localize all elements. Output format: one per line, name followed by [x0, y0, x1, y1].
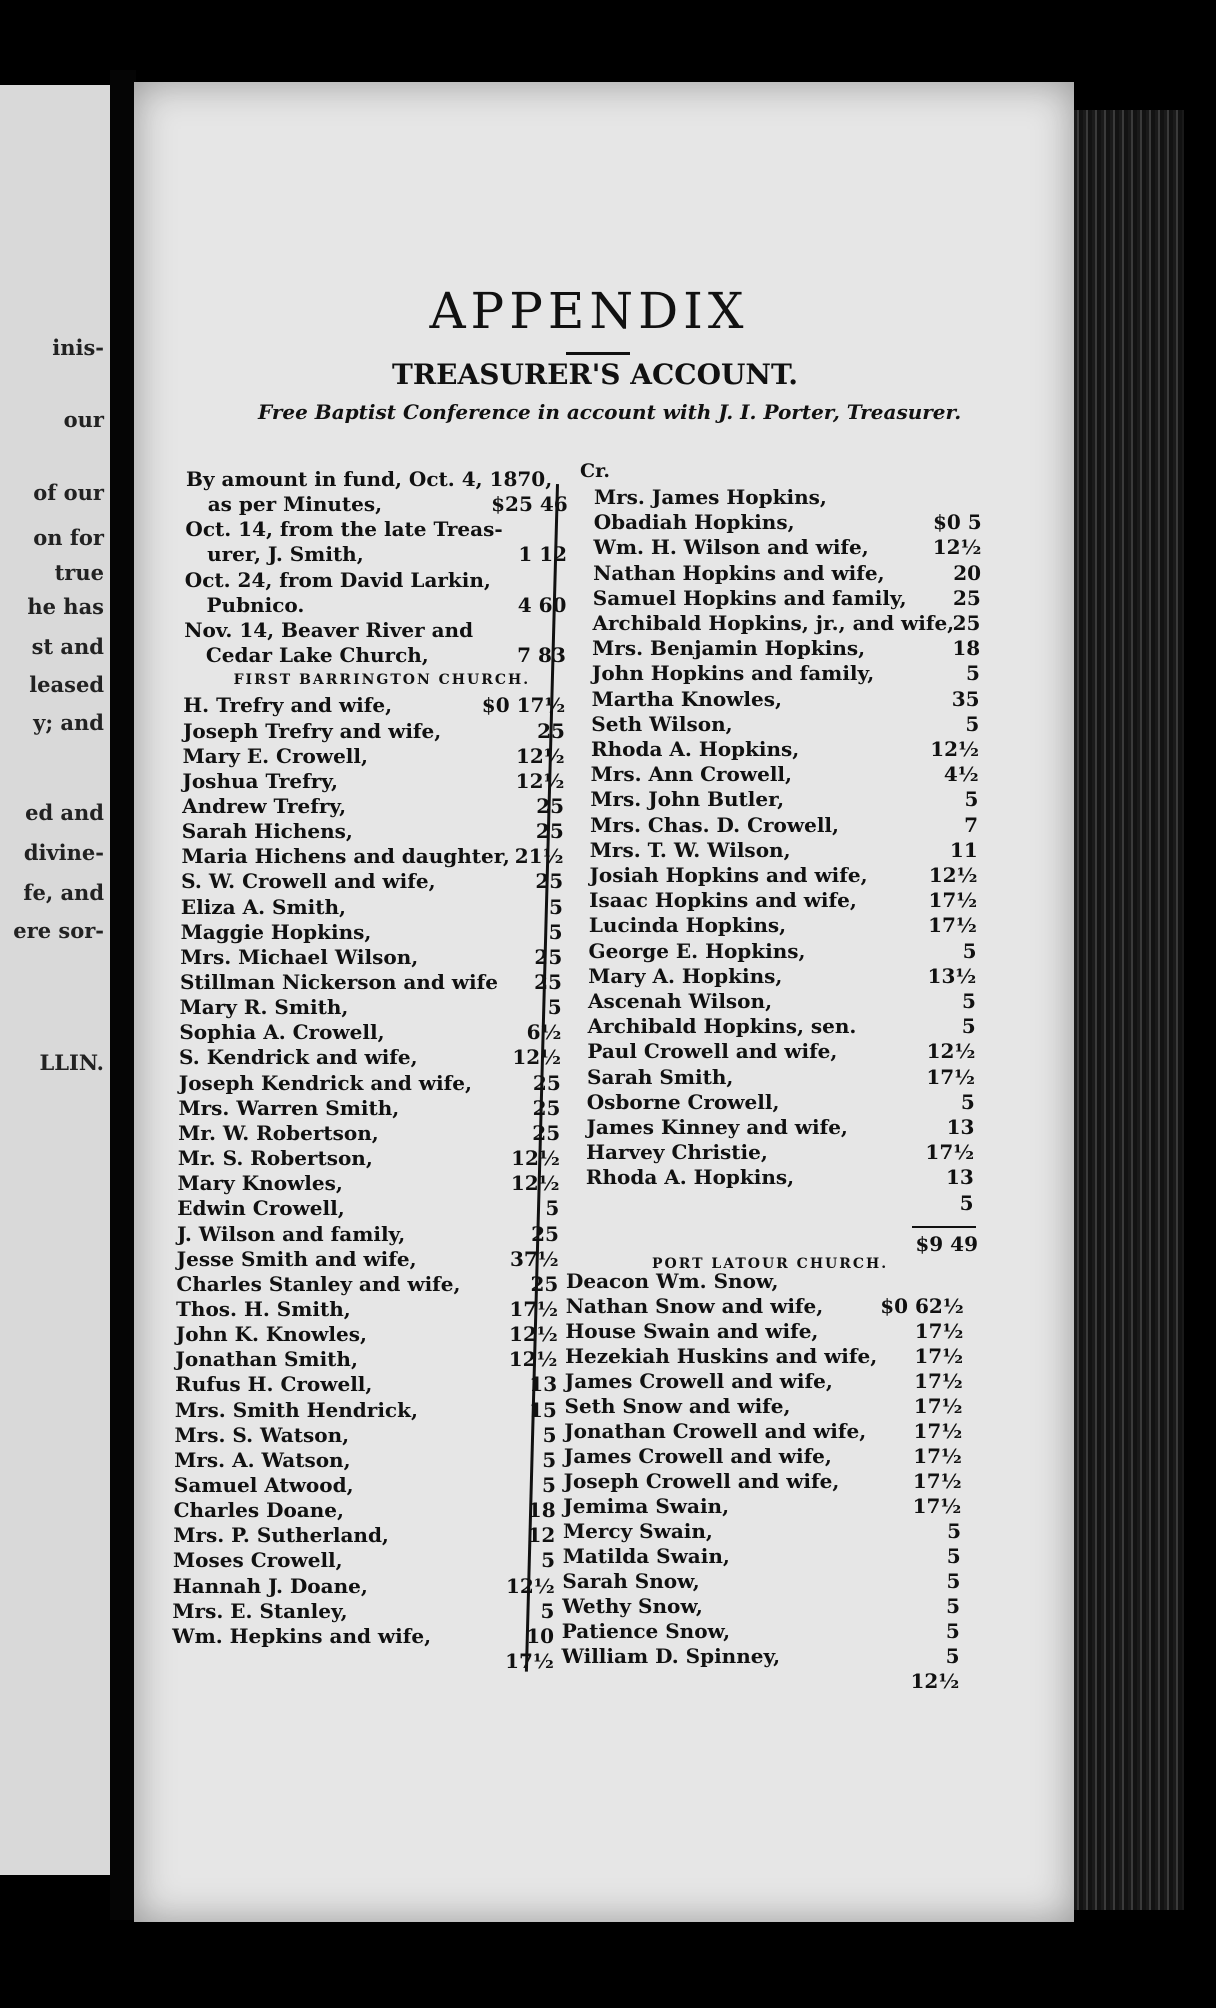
entry-name: Rhoda A. Hopkins, [585, 1165, 795, 1190]
list-item [589, 862, 977, 888]
list-item [186, 466, 568, 492]
list-item [178, 1120, 560, 1146]
list-item [181, 843, 563, 869]
entry-name: Rufus H. Crowell, [175, 1372, 373, 1397]
list-item [175, 1346, 557, 1372]
list-item [176, 1271, 558, 1297]
entry-amount: 13 [946, 1115, 975, 1139]
entry-amount: 5 [540, 1598, 555, 1623]
entry-amount: 5 [545, 1196, 560, 1221]
list-item [179, 1019, 561, 1045]
list-item [564, 1443, 962, 1469]
entry-name: Andrew Trefry, [182, 793, 347, 818]
entry-amount: 5 [547, 995, 562, 1020]
entry-name: Wm. Hepkins and wife, [172, 1623, 432, 1648]
entry-name: Nathan Hopkins and wife, [593, 560, 885, 585]
entry-name: Charles Doane, [173, 1498, 344, 1523]
entry-amount: 12 [527, 1523, 556, 1548]
list-item [565, 1318, 963, 1344]
entry-name: William D. Spinney, [561, 1644, 781, 1668]
entry-name: Rhoda A. Hopkins, [590, 737, 800, 761]
entry-name: Mercy Swain, [563, 1519, 713, 1543]
entry-amount: 12½ [515, 743, 565, 768]
entry-amount: 10 [526, 1623, 555, 1648]
list-item [594, 509, 982, 535]
entry-name: Stillman Nickerson and wife [179, 970, 498, 994]
list-item [593, 560, 981, 586]
title-rule [566, 352, 630, 355]
list-item [591, 761, 979, 787]
entry-amount: 5 [962, 989, 976, 1013]
list-item [564, 1468, 962, 1494]
entry-name: Paul Crowell and wife, [587, 1039, 838, 1064]
entry-amount: 15 [528, 1397, 557, 1422]
entry-name: Hezekiah Huskins and wife, [565, 1344, 878, 1368]
list-item [182, 768, 564, 794]
entry-name: Mrs. Chas. D. Crowell, [590, 812, 839, 837]
list-item [181, 868, 563, 894]
left-page-text: true [54, 560, 104, 585]
list-item [184, 642, 566, 668]
list-item [588, 963, 976, 989]
entry-amount: 1 12 [518, 542, 568, 567]
entry-amount: $0 17½ [481, 693, 566, 718]
entry-name: Mrs. P. Sutherland, [173, 1523, 389, 1548]
list-item [566, 1293, 964, 1319]
entry-amount: 17½ [509, 1296, 559, 1321]
entry-amount: 12½ [512, 1045, 562, 1070]
list-item [181, 894, 563, 920]
entry-name: Mrs. James Hopkins, [594, 485, 827, 509]
entry-amount: 25 [532, 1070, 561, 1095]
list-item [590, 837, 978, 863]
entry-name: Oct. 14, from the late Treas- [185, 517, 503, 542]
left-page-text: ere sor- [13, 918, 104, 943]
list-item [181, 919, 563, 945]
entry-amount: 17½ [913, 1394, 963, 1418]
entry-amount: 17½ [928, 913, 977, 938]
port-latour-heading: PORT LATOUR CHURCH. [652, 1256, 889, 1272]
list-item [565, 1343, 963, 1369]
list-item [594, 484, 982, 510]
list-item [586, 1190, 974, 1216]
left-page-text: y; and [33, 710, 104, 735]
list-item [178, 1170, 560, 1196]
entry-name: Cedar Lake Church, [205, 643, 429, 668]
entry-name: Joshua Trefry, [182, 768, 338, 793]
list-item [562, 1643, 960, 1669]
entry-amount: 7 83 [517, 643, 566, 668]
sum-rule [912, 1226, 976, 1228]
left-page-text: leased [29, 672, 104, 697]
list-item [173, 1522, 555, 1548]
entry-amount: 25 [530, 1271, 559, 1296]
left-page-fragment [0, 85, 110, 1875]
list-item [562, 1593, 960, 1619]
entry-amount: 20 [953, 560, 982, 585]
list-item [589, 938, 977, 964]
left-page-text: on for [33, 525, 104, 550]
entry-amount: 17½ [925, 1140, 975, 1165]
entry-amount: 12½ [930, 737, 979, 761]
entry-amount: 25 [952, 611, 981, 635]
entry-amount: 4½ [943, 762, 979, 787]
entry-amount: 5 [959, 1190, 974, 1215]
entry-name: Wm. H. Wilson and wife, [593, 535, 869, 560]
entry-name: Mary E. Crowell, [182, 743, 368, 768]
list-item [178, 1145, 560, 1171]
left-page-text: divine- [23, 840, 104, 865]
entry-name: Jemima Swain, [563, 1494, 730, 1518]
list-item [590, 812, 978, 838]
list-item [588, 1013, 976, 1039]
list-item [592, 686, 980, 712]
list-item [186, 491, 568, 517]
list-item [180, 994, 562, 1020]
entry-name: By amount in fund, Oct. 4, 1870, [186, 467, 553, 491]
entry-name: Eliza A. Smith, [180, 894, 346, 919]
entry-name: Mrs. Benjamin Hopkins, [592, 636, 866, 661]
list-item [563, 1493, 961, 1519]
entry-amount: 11 [949, 837, 978, 862]
entry-name: Samuel Atwood, [173, 1473, 354, 1497]
list-item [184, 617, 566, 643]
list-item [183, 718, 565, 744]
list-item [172, 1648, 554, 1674]
entry-amount: 37½ [509, 1246, 559, 1271]
list-item [588, 988, 976, 1014]
entry-amount: $0 62½ [880, 1294, 964, 1318]
list-item [590, 786, 978, 812]
entry-name: H. Trefry and wife, [183, 693, 393, 718]
entry-amount: 17½ [912, 1494, 962, 1518]
list-item [593, 534, 981, 560]
list-item [565, 1393, 963, 1419]
list-item [562, 1618, 960, 1644]
entry-name: urer, J. Smith, [207, 542, 364, 567]
entry-name: Patience Snow, [561, 1619, 731, 1643]
entry-name: Sophia A. Crowell, [179, 1020, 385, 1045]
section-heading: FIRST BARRINGTON CHURCH. [233, 672, 531, 689]
left-page-text: of our [33, 480, 104, 505]
entry-name: Oct. 24, from David Larkin, [184, 567, 491, 592]
entry-name: Jesse Smith and wife, [176, 1246, 417, 1271]
entry-name: Sarah Snow, [562, 1569, 700, 1593]
entry-name: S. Kendrick and wife, [179, 1045, 418, 1070]
page-subtitle: TREASURER'S ACCOUNT. [392, 358, 798, 391]
entry-name: Sarah Smith, [587, 1064, 734, 1089]
list-item [183, 743, 565, 769]
list-item [561, 1668, 959, 1694]
entry-name: Joseph Trefry and wife, [182, 718, 442, 743]
entry-amount: 5 [541, 1548, 556, 1573]
entry-amount: 17½ [505, 1649, 554, 1674]
list-item [564, 1418, 962, 1444]
list-item [175, 1371, 557, 1397]
list-item [177, 1195, 559, 1221]
entry-amount: 5 [960, 1089, 975, 1114]
entry-amount: 25 [534, 970, 562, 994]
list-item [592, 635, 980, 661]
left-page-text: st and [31, 634, 104, 659]
left-page-text: our [63, 407, 104, 432]
entry-amount: 12½ [508, 1347, 558, 1372]
entry-amount: 12½ [926, 1039, 976, 1064]
entry-amount: 12½ [910, 1669, 960, 1693]
entry-name: Mrs. John Butler, [590, 787, 785, 812]
entry-amount: 12½ [515, 768, 565, 793]
list-item [173, 1547, 555, 1573]
left-page-text: ed and [25, 800, 104, 825]
entry-name: Moses Crowell, [173, 1548, 343, 1573]
list-item [185, 516, 567, 542]
entry-name: Mrs. T. W. Wilson, [589, 837, 791, 862]
entry-amount: 17½ [928, 888, 978, 913]
list-item [593, 585, 981, 611]
entry-name: Mrs. S. Watson, [174, 1422, 350, 1447]
entry-name: James Crowell and wife, [564, 1369, 833, 1393]
entry-amount: 5 [945, 1644, 960, 1668]
list-item [183, 692, 565, 718]
list-item [563, 1518, 961, 1544]
entry-amount: 5 [962, 938, 977, 963]
entry-name: Lucinda Hopkins, [588, 913, 787, 938]
list-item [589, 887, 977, 913]
list-item [185, 567, 567, 593]
entry-amount: 25 [531, 1221, 559, 1246]
entry-name: James Crowell and wife, [563, 1444, 832, 1468]
entry-name: Ascenah Wilson, [587, 989, 773, 1013]
entry-name: Edwin Crowell, [177, 1196, 345, 1221]
entry-name: Jonathan Smith, [175, 1347, 358, 1372]
list-item [562, 1568, 960, 1594]
list-item [173, 1573, 555, 1599]
entry-name: Martha Knowles, [591, 686, 782, 711]
entry-name: Harvey Christie, [586, 1140, 768, 1165]
entry-amount: 5 [548, 919, 563, 944]
entry-amount: 5 [964, 787, 979, 812]
page-title: APPENDIX [429, 282, 749, 340]
page-edges [1074, 110, 1184, 1910]
entry-name: Archibald Hopkins, sen. [587, 1014, 857, 1039]
entry-amount: 5 [961, 1014, 976, 1039]
entry-name: Obadiah Hopkins, [593, 510, 795, 535]
entry-name: Isaac Hopkins and wife, [589, 888, 857, 913]
entry-amount: 17½ [913, 1419, 963, 1443]
list-item [177, 1221, 559, 1247]
entry-amount: 5 [965, 661, 980, 686]
list-item [586, 1164, 974, 1190]
entry-amount: 5 [946, 1569, 961, 1593]
entry-amount: 21½ [514, 844, 564, 869]
entry-name: Mrs. Ann Crowell, [590, 762, 792, 787]
left-page-text: he has [27, 594, 104, 619]
list-item [587, 1038, 975, 1064]
entry-name: Maggie Hopkins, [180, 919, 372, 944]
entry-name: Samuel Hopkins and family, [592, 585, 907, 610]
list-item [587, 1089, 975, 1115]
entry-name: Josiah Hopkins and wife, [589, 863, 868, 887]
list-item [178, 1095, 560, 1121]
list-item [591, 711, 979, 737]
entry-name: Mary R. Smith, [179, 995, 349, 1020]
list-item [172, 1623, 554, 1649]
entry-name: James Kinney and wife, [586, 1115, 848, 1139]
list-item [185, 541, 567, 567]
left-page-text: LLIN. [39, 1050, 104, 1075]
list-item [586, 1114, 974, 1140]
entry-amount: 18 [952, 636, 981, 661]
entry-amount: 17½ [914, 1369, 963, 1393]
list-item [174, 1447, 556, 1473]
list-item [182, 818, 564, 844]
entry-amount: 17½ [914, 1319, 964, 1343]
list-item [174, 1472, 556, 1498]
entry-amount: 25 [535, 869, 564, 894]
list-item [184, 667, 566, 693]
entry-amount: 25 [536, 793, 565, 818]
list-item [565, 1368, 963, 1394]
list-item [179, 1044, 561, 1070]
entry-amount: 25 [952, 585, 981, 610]
entry-amount: 17½ [912, 1469, 962, 1493]
entry-name: Mr. W. Robertson, [178, 1120, 379, 1145]
entry-name: Seth Snow and wife, [564, 1394, 791, 1418]
list-item [587, 1064, 975, 1090]
entry-amount: 12½ [509, 1322, 558, 1347]
left-page-text: inis- [52, 335, 104, 360]
entry-amount: 13 [529, 1372, 558, 1397]
entry-name: Deacon Wm. Snow, [566, 1269, 779, 1293]
entry-amount: 5 [542, 1447, 557, 1472]
entry-name: Hannah J. Doane, [172, 1573, 368, 1598]
entry-name: Joseph Kendrick and wife, [178, 1070, 472, 1095]
entry-name: Nov. 14, Beaver River and [184, 617, 474, 642]
entry-name: Matilda Swain, [562, 1544, 730, 1568]
entry-name: George E. Hopkins, [588, 938, 806, 963]
entry-name: Jonathan Crowell and wife, [564, 1419, 867, 1443]
entry-name: Seth Wilson, [591, 711, 733, 736]
list-item [591, 736, 979, 762]
entry-name: Joseph Crowell and wife, [563, 1469, 840, 1493]
entry-name: Archibald Hopkins, jr., and wife, [592, 611, 955, 635]
entry-amount: 12½ [932, 535, 982, 560]
entry-amount: 5 [945, 1619, 960, 1643]
list-item [184, 592, 566, 618]
entry-name: Charles Stanley and wife, [176, 1271, 461, 1296]
entry-name: John K. Knowles, [175, 1322, 367, 1347]
list-item [175, 1397, 557, 1423]
entry-amount: 35 [951, 686, 980, 711]
credit-label: Cr. [580, 460, 611, 482]
entry-amount: 5 [946, 1544, 961, 1568]
list-item [182, 793, 564, 819]
entry-name: Mrs. Warren Smith, [178, 1095, 400, 1120]
entry-name: Wethy Snow, [562, 1594, 703, 1618]
entry-name: Mrs. Michael Wilson, [180, 944, 419, 969]
list-item [177, 1246, 559, 1272]
book-gutter [110, 70, 136, 1920]
entry-name: Sarah Hichens, [181, 819, 353, 844]
list-item [180, 944, 562, 970]
entry-amount: 7 [964, 812, 979, 837]
entry-amount: 13 [945, 1165, 974, 1190]
left-page-text: fe, and [23, 880, 104, 905]
entry-amount: 18 [527, 1498, 556, 1523]
entry-name: S. W. Crowell and wife, [181, 869, 436, 894]
entry-amount: 25 [534, 944, 563, 969]
entry-amount: 5 [542, 1422, 557, 1447]
entry-name: Maria Hichens and daughter, [181, 844, 510, 869]
entry-amount: 12½ [506, 1573, 555, 1598]
entry-name: Nathan Snow and wife, [565, 1294, 824, 1318]
entry-amount: 12½ [511, 1146, 560, 1171]
entry-amount: 5 [542, 1473, 556, 1497]
entry-name: John Hopkins and family, [591, 661, 875, 686]
entry-amount: 17½ [914, 1344, 964, 1368]
entry-amount: 5 [965, 711, 980, 736]
entry-amount: 25 [532, 1120, 561, 1145]
entry-name: Thos. H. Smith, [176, 1296, 351, 1321]
entry-amount: 17½ [926, 1064, 976, 1089]
entry-amount: 25 [532, 1095, 561, 1120]
list-item [586, 1139, 974, 1165]
list-item [592, 660, 980, 686]
entry-name: Mrs. E. Stanley, [172, 1598, 348, 1623]
entry-amount: 5 [947, 1519, 961, 1543]
list-item [566, 1268, 964, 1294]
entry-name: Osborne Crowell, [586, 1089, 780, 1114]
entry-name: Pubnico. [206, 592, 305, 617]
entry-name: Mary A. Hopkins, [588, 963, 783, 988]
list-item [179, 1070, 561, 1096]
right-total: $9 49 [915, 1232, 978, 1256]
entry-name: Mrs. Smith Hendrick, [174, 1397, 418, 1422]
list-item [172, 1598, 554, 1624]
entry-name: Mr. S. Robertson, [177, 1146, 373, 1171]
list-item [175, 1422, 557, 1448]
list-item [589, 912, 977, 938]
entry-amount: $0 5 [932, 510, 982, 535]
entry-amount: 4 60 [517, 592, 567, 617]
list-item [180, 969, 562, 995]
entry-name: Mary Knowles, [177, 1171, 343, 1196]
entry-amount: 12½ [928, 863, 978, 887]
entry-name: J. Wilson and family, [176, 1221, 406, 1246]
list-item [176, 1321, 558, 1347]
list-item [174, 1497, 556, 1523]
entry-name: Mrs. A. Watson, [174, 1447, 351, 1472]
entry-amount: 25 [537, 718, 565, 743]
list-item [563, 1543, 961, 1569]
entry-amount: 5 [946, 1594, 961, 1618]
account-intro: Free Baptist Conference in account with J. I. Porter, Treasurer. [258, 400, 962, 424]
list-item [176, 1296, 558, 1322]
entry-amount: 17½ [913, 1444, 962, 1468]
entry-name: as per Minutes, [207, 492, 383, 517]
entry-name: House Swain and wife, [565, 1319, 819, 1343]
entry-amount: 6½ [526, 1020, 562, 1045]
entry-amount: $25 46 [491, 492, 568, 517]
entry-amount: 12½ [510, 1171, 560, 1196]
list-item [592, 610, 980, 636]
entry-amount: 5 [548, 894, 563, 919]
entry-amount: 25 [535, 819, 564, 844]
entry-amount: 13½ [927, 963, 977, 988]
